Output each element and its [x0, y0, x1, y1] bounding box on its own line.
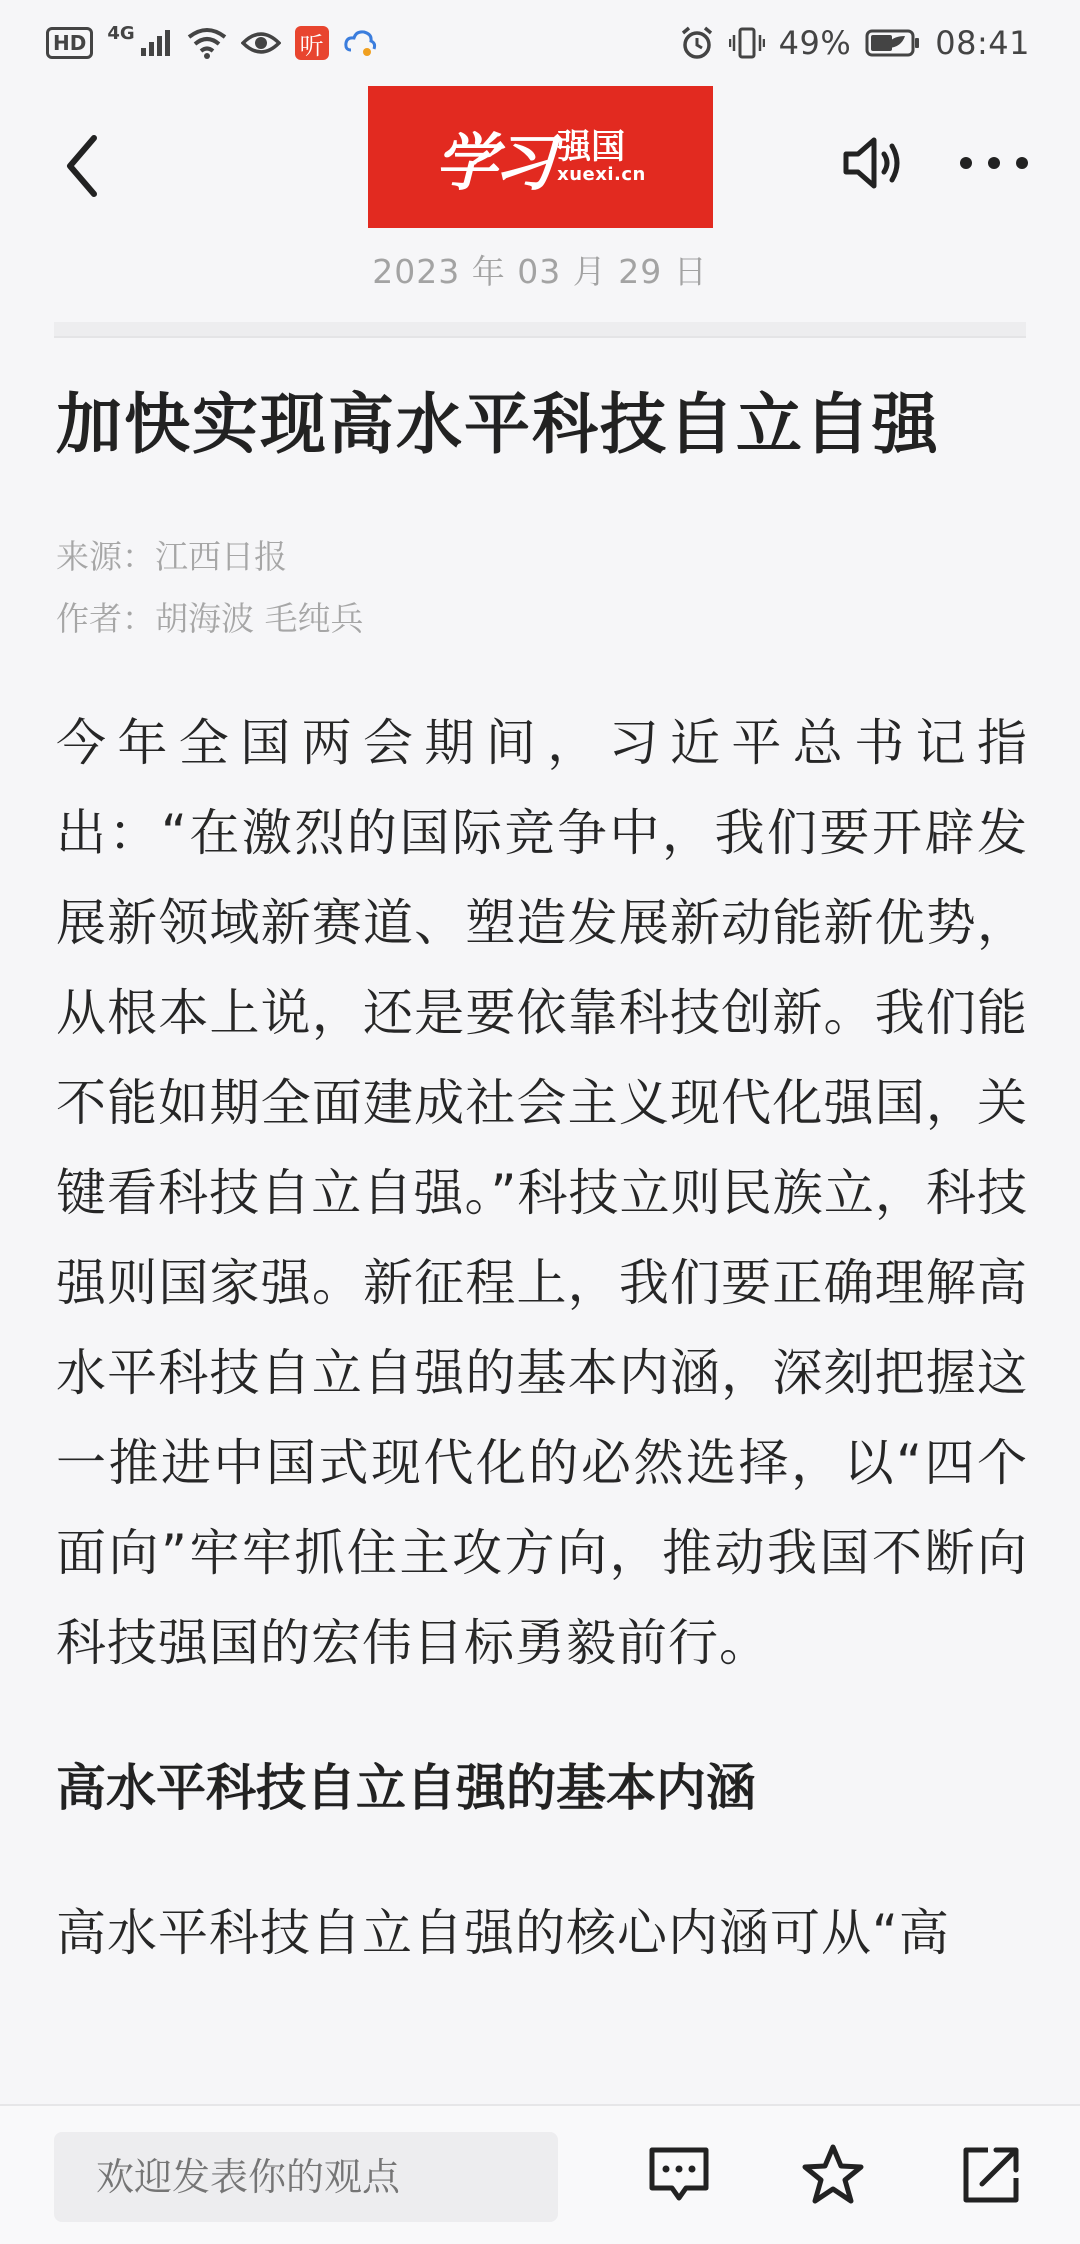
logo-en-text: xuexi.cn [557, 164, 646, 185]
article-title: 加快实现高水平科技自立自强 [56, 385, 940, 463]
speaker-icon [840, 130, 906, 196]
share-icon [958, 2142, 1024, 2208]
article-paragraph: 高水平科技自立自强的核心内涵可从“高 [56, 1904, 950, 1962]
alarm-icon [679, 25, 715, 61]
comment-input[interactable] [54, 2132, 558, 2222]
wifi-icon [187, 27, 227, 59]
comment-icon [646, 2142, 712, 2208]
status-right [679, 22, 1030, 64]
more-icon-dot [960, 157, 972, 169]
article-source: 来源：江西日报 [56, 537, 287, 576]
status-left [46, 22, 377, 64]
ting-app-icon: 听 [295, 26, 329, 60]
article-header [0, 86, 1080, 291]
comments-button[interactable] [646, 2142, 712, 2208]
cloud-sync-icon [343, 28, 377, 58]
clock: 08:41 [935, 24, 1030, 62]
hd-badge: HD [46, 27, 93, 59]
back-icon [58, 126, 108, 206]
article-author: 作者：胡海波 毛纯兵 [56, 599, 364, 638]
article-paragraph: 今年全国两会期间，习近平总书记指出：“在激烈的国际竞争中，我们要开辟发展新领域新赛道、塑造发展新动能新优势，从根本上说，还是要依靠科技创新。我们能不能如期全面建成社会主义现代化强国，关键看科技自立自强。”科技立则民族立，科技强则国家强。新征程上，我们要正确理解高水平科技自立自强的基本内涵，深刻把握这一推进中国式现代化的必然选择，以“四个面向”牢牢抓住主攻方向，推动我国不断向科技强国的宏伟目标勇毅前行。 [56, 714, 1028, 1672]
more-icon-dot [1016, 157, 1028, 169]
favorite-button[interactable] [800, 2142, 866, 2208]
signal-icon [139, 28, 173, 58]
battery-icon [865, 28, 921, 58]
read-aloud-button[interactable] [840, 130, 906, 196]
back-button[interactable] [58, 126, 108, 206]
more-icon-dot [988, 157, 1000, 169]
share-button[interactable] [958, 2142, 1024, 2208]
star-icon [800, 2142, 866, 2208]
bottom-action-bar [0, 2104, 1080, 2244]
logo-main-text: 学习 [435, 125, 552, 199]
header-divider [54, 322, 1026, 338]
xuexi-logo [368, 86, 713, 228]
battery-percent: 49% [778, 24, 852, 62]
network-type: 4G [107, 22, 135, 44]
logo-side [557, 129, 646, 185]
article-meta [56, 526, 1028, 650]
vibrate-icon [729, 25, 765, 61]
publish-date: 2023 年 03 月 29 日 [372, 252, 708, 291]
article-subheading: 高水平科技自立自强的基本内涵 [56, 1759, 756, 1817]
status-bar [0, 0, 1080, 86]
article-content [56, 380, 1028, 1978]
eye-icon [241, 29, 281, 57]
logo-cn-text: 强国 [557, 127, 626, 167]
more-options-button[interactable] [960, 140, 1028, 186]
